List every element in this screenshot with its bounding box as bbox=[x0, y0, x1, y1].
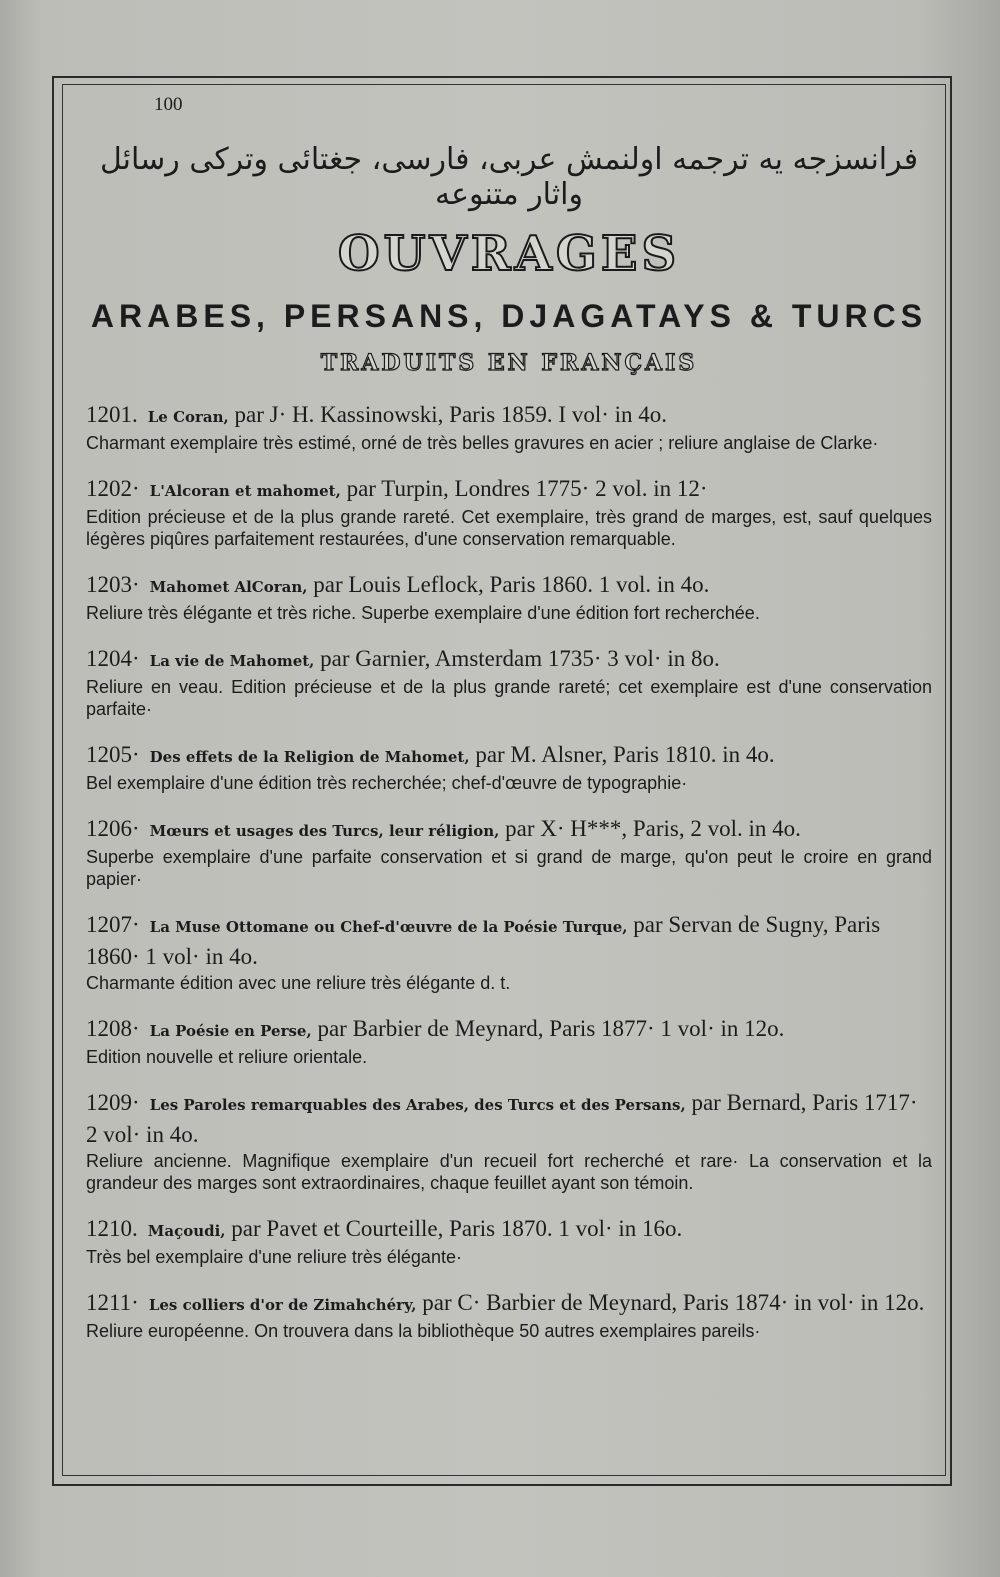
entry-description: Charmante édition avec une reliure très élégante d. t. bbox=[86, 973, 511, 993]
entry-number: 1205· bbox=[86, 742, 140, 767]
entry-title: L'Alcoran et mahomet, bbox=[149, 482, 341, 500]
entry-description: Reliure très élégante et très riche. Superbe exemplaire d'une édition fort recherchée. bbox=[86, 603, 760, 623]
entry-details: par Louis Leflock, Paris 1860. 1 vol. in 4o. bbox=[313, 572, 710, 597]
catalogue-entry bbox=[86, 1214, 932, 1268]
entry-details: par Bernard, Paris 1717· 2 vol· in 4o. bbox=[86, 1090, 918, 1147]
catalogue-entry bbox=[86, 740, 932, 794]
entry-title: Les colliers d'or de Zimahchéry, bbox=[148, 1296, 417, 1314]
entry-number: 1211· bbox=[86, 1290, 139, 1315]
catalogue-entry bbox=[86, 910, 932, 994]
entry-title: La Poésie en Perse, bbox=[149, 1022, 312, 1040]
entry-description: Très bel exemplaire d'une reliure très élégante· bbox=[86, 1247, 462, 1267]
entry-number: 1210. bbox=[86, 1216, 138, 1241]
entry-description: Reliure en veau. Edition précieuse et de la plus grande rareté; cet exemplaire est d'une conservation parfaite· bbox=[86, 677, 932, 719]
catalogue-entry bbox=[86, 570, 932, 624]
entry-details: par Turpin, Londres 1775· 2 vol. in 12· bbox=[346, 476, 708, 501]
entry-number: 1203· bbox=[86, 572, 140, 597]
entry-description: Edition précieuse et de la plus grande rareté. Cet exemplaire, très grand de marges, est, sauf quelques légères piqûres parfaitement restaurées, d'une conservation remarquable. bbox=[86, 507, 932, 549]
entry-title: Maçoudi, bbox=[147, 1222, 226, 1240]
entry-title: Des effets de la Religion de Mahomet, bbox=[149, 748, 470, 766]
entry-details: par J· H. Kassinowski, Paris 1859. I vol· in 4o. bbox=[234, 402, 668, 427]
catalogue-entry bbox=[86, 1014, 932, 1068]
entry-number: 1208· bbox=[86, 1016, 140, 1041]
entry-details: par M. Alsner, Paris 1810. in 4o. bbox=[475, 742, 775, 767]
entry-number: 1207· bbox=[86, 912, 140, 937]
page-subtitle: ARABES, PERSANS, DJAGATAYS & TURCS bbox=[90, 298, 928, 334]
entry-details: par Garnier, Amsterdam 1735· 3 vol· in 8o. bbox=[320, 646, 720, 671]
entry-title: La Muse Ottomane ou Chef-d'œuvre de la Poésie Turque, bbox=[149, 918, 628, 936]
entry-number: 1206· bbox=[86, 816, 140, 841]
entry-details: par Pavet et Courteille, Paris 1870. 1 vol· in 16o. bbox=[231, 1216, 683, 1241]
entry-number: 1202· bbox=[86, 476, 140, 501]
entry-number: 1209· bbox=[86, 1090, 140, 1115]
entry-description: Edition nouvelle et reliure orientale. bbox=[86, 1047, 368, 1067]
catalogue-entry bbox=[86, 1088, 932, 1194]
entry-title: Les Paroles remarquables des Arabes, des Turcs et des Persans, bbox=[149, 1096, 686, 1114]
page-number: 100 bbox=[154, 94, 183, 115]
entry-description: Bel exemplaire d'une édition très recherchée; chef-d'œuvre de typographie· bbox=[86, 773, 688, 793]
entry-details: par X· H***, Paris, 2 vol. in 4o. bbox=[505, 816, 801, 841]
ottoman-heading: فرانسزجه یه ترجمه اولنمش عربی، فارسی، جغتائی وترکی رسائل واثار متنوعه bbox=[99, 142, 919, 212]
catalogue-entries bbox=[86, 400, 932, 1362]
catalogue-entry bbox=[86, 400, 932, 454]
entry-title: Mœurs et usages des Turcs, leur réligion, bbox=[149, 822, 500, 840]
entry-title: Le Coran, bbox=[147, 408, 229, 426]
entry-title: Mahomet AlCoran, bbox=[149, 578, 308, 596]
entry-details: par C· Barbier de Meynard, Paris 1874· in vol· in 12o. bbox=[422, 1290, 925, 1315]
entry-description: Reliure européenne. On trouvera dans la bibliothèque 50 autres exemplaires pareils· bbox=[86, 1321, 761, 1341]
entry-description: Charmant exemplaire très estimé, orné de très belles gravures en acier ; reliure anglaise de Clarke· bbox=[86, 433, 879, 453]
entry-number: 1201. bbox=[86, 402, 138, 427]
catalogue-entry bbox=[86, 644, 932, 720]
catalogue-entry bbox=[86, 474, 932, 550]
catalogue-entry bbox=[86, 814, 932, 890]
entry-details: par Barbier de Meynard, Paris 1877· 1 vol· in 12o. bbox=[317, 1016, 785, 1041]
entry-description: Reliure ancienne. Magnifique exemplaire d'un recueil fort recherché et rare· La conservation et la grandeur des marges sont extraordinaires, chaque feuillet ayant son témoin. bbox=[86, 1151, 932, 1193]
entry-details: par Servan de Sugny, Paris 1860· 1 vol· in 4o. bbox=[86, 912, 881, 969]
entry-number: 1204· bbox=[86, 646, 140, 671]
catalogue-entry bbox=[86, 1288, 932, 1342]
page-subtitle-translated: TRADUITS EN FRANÇAIS bbox=[320, 350, 698, 376]
entry-description: Superbe exemplaire d'une parfaite conservation et si grand de marge, qu'on peut le croire en grand papier· bbox=[86, 847, 932, 889]
page-title: OUVRAGES bbox=[337, 226, 681, 282]
entry-title: La vie de Mahomet, bbox=[149, 652, 315, 670]
